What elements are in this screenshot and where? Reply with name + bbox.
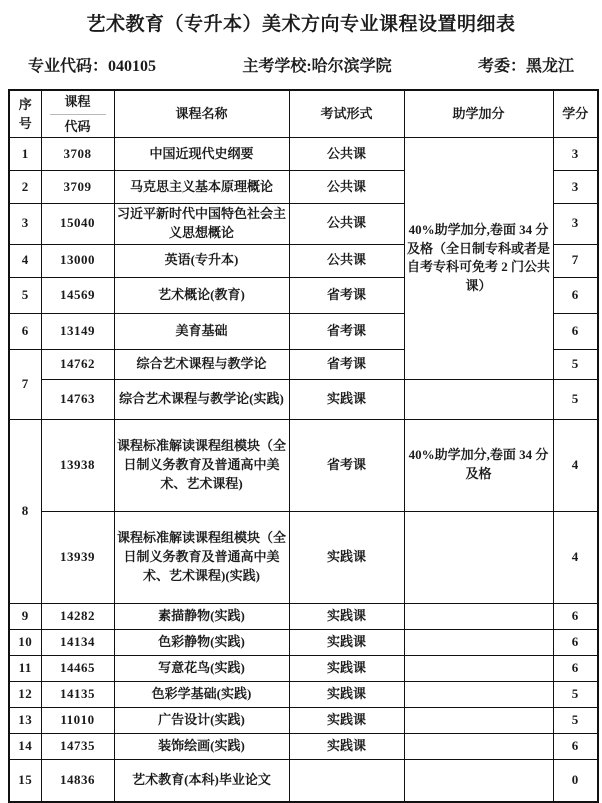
cell-credit: 0 xyxy=(553,759,598,802)
header-code-line2: 代码 xyxy=(50,114,106,137)
cell-bonus-empty xyxy=(404,379,553,419)
cell-seq: 4 xyxy=(9,244,41,277)
cell-code: 14134 xyxy=(41,629,114,655)
cell-seq: 7 xyxy=(9,349,41,419)
cell-code: 14763 xyxy=(41,379,114,419)
cell-name: 美育基础 xyxy=(114,313,289,349)
header-seq-line1: 序 xyxy=(18,96,32,112)
cell-credit: 3 xyxy=(553,171,598,204)
table-row xyxy=(9,759,598,802)
cell-seq: 14 xyxy=(9,733,41,759)
cell-code: 13000 xyxy=(41,244,114,277)
cell-code: 15040 xyxy=(41,204,114,245)
cell-name: 马克思主义基本原理概论 xyxy=(114,171,289,204)
cell-seq: 13 xyxy=(9,707,41,733)
header-exam: 考试形式 xyxy=(289,90,404,138)
table-row xyxy=(9,138,598,171)
cell-exam: 省考课 xyxy=(289,349,404,379)
cell-bonus-empty xyxy=(404,681,553,707)
header-credit: 学分 xyxy=(553,90,598,138)
cell-credit: 7 xyxy=(553,244,598,277)
cell-seq: 8 xyxy=(9,419,41,603)
cell-credit: 3 xyxy=(553,138,598,171)
cell-code: 14569 xyxy=(41,277,114,313)
table-row xyxy=(9,707,598,733)
cell-bonus-empty xyxy=(404,629,553,655)
cell-exam: 实践课 xyxy=(289,511,404,603)
cell-code: 13938 xyxy=(41,419,114,511)
cell-credit: 3 xyxy=(553,204,598,245)
cell-code: 3708 xyxy=(41,138,114,171)
cell-exam: 实践课 xyxy=(289,733,404,759)
header-row xyxy=(9,90,598,138)
cell-exam: 实践课 xyxy=(289,707,404,733)
cell-seq: 9 xyxy=(9,603,41,629)
cell-credit: 6 xyxy=(553,655,598,681)
cell-exam: 实践课 xyxy=(289,681,404,707)
exam-committee: 考委：黑龙江 xyxy=(477,58,574,75)
cell-bonus-empty xyxy=(404,511,553,603)
cell-credit: 6 xyxy=(553,603,598,629)
cell-seq: 2 xyxy=(9,171,41,204)
cell-credit: 4 xyxy=(553,419,598,511)
host-school: 主考学校:哈尔滨学院 xyxy=(242,58,392,75)
table-row xyxy=(9,419,598,511)
cell-code: 14836 xyxy=(41,759,114,802)
cell-name: 习近平新时代中国特色社会主义思想概论 xyxy=(114,204,289,245)
header-code xyxy=(41,90,114,138)
table-row xyxy=(9,733,598,759)
cell-name: 综合艺术课程与教学论(实践) xyxy=(114,379,289,419)
table-row xyxy=(9,629,598,655)
cell-exam: 公共课 xyxy=(289,138,404,171)
course-table xyxy=(8,89,599,803)
cell-name: 艺术教育(本科)毕业论文 xyxy=(114,759,289,802)
cell-exam: 实践课 xyxy=(289,603,404,629)
cell-credit: 6 xyxy=(553,313,598,349)
cell-code: 14282 xyxy=(41,603,114,629)
cell-seq: 12 xyxy=(9,681,41,707)
header-seq xyxy=(9,90,41,138)
cell-name: 课程标准解读课程组模块（全日制义务教育及普通高中美术、艺术课程)(实践) xyxy=(114,511,289,603)
page-title: 艺术教育（专升本）美术方向专业课程设置明细表 xyxy=(86,14,516,35)
cell-exam: 实践课 xyxy=(289,379,404,419)
cell-code: 14135 xyxy=(41,681,114,707)
cell-name: 色彩学基础(实践) xyxy=(114,681,289,707)
cell-seq: 6 xyxy=(9,313,41,349)
cell-name: 装饰绘画(实践) xyxy=(114,733,289,759)
cell-name: 综合艺术课程与教学论 xyxy=(114,349,289,379)
cell-name: 色彩静物(实践) xyxy=(114,629,289,655)
cell-exam: 公共课 xyxy=(289,204,404,245)
cell-code: 14762 xyxy=(41,349,114,379)
cell-bonus-empty xyxy=(404,655,553,681)
cell-name: 课程标准解读课程组模块（全日制义务教育及普通高中美术、艺术课程) xyxy=(114,419,289,511)
cell-credit: 5 xyxy=(553,707,598,733)
cell-name: 艺术概论(教育) xyxy=(114,277,289,313)
cell-credit: 5 xyxy=(553,349,598,379)
cell-bonus-empty xyxy=(404,759,553,802)
cell-code: 14735 xyxy=(41,733,114,759)
cell-exam: 实践课 xyxy=(289,655,404,681)
cell-seq: 1 xyxy=(9,138,41,171)
major-code: 专业代码：040105 xyxy=(28,58,157,75)
cell-seq: 11 xyxy=(9,655,41,681)
cell-credit: 5 xyxy=(553,379,598,419)
cell-code: 3709 xyxy=(41,171,114,204)
bonus-note-cell: 40%助学加分,卷面 34 分及格（全日制专科或者是自考专科可免考 2 门公共课） xyxy=(404,138,553,380)
cell-name: 素描静物(实践) xyxy=(114,603,289,629)
cell-bonus-empty xyxy=(404,707,553,733)
cell-bonus-empty xyxy=(404,733,553,759)
cell-name: 写意花鸟(实践) xyxy=(114,655,289,681)
cell-code: 11010 xyxy=(41,707,114,733)
cell-credit: 5 xyxy=(553,681,598,707)
cell-name: 广告设计(实践) xyxy=(114,707,289,733)
table-row xyxy=(9,511,598,603)
cell-exam: 公共课 xyxy=(289,244,404,277)
cell-name: 中国近现代史纲要 xyxy=(114,138,289,171)
table-row xyxy=(9,655,598,681)
cell-seq: 10 xyxy=(9,629,41,655)
cell-exam: 省考课 xyxy=(289,313,404,349)
table-row xyxy=(9,603,598,629)
header-seq-line2: 号 xyxy=(18,116,32,131)
bonus-note-cell: 40%助学加分,卷面 34 分及格 xyxy=(404,419,553,511)
cell-exam: 省考课 xyxy=(289,419,404,511)
cell-exam xyxy=(289,759,404,802)
meta-line xyxy=(0,53,602,76)
cell-credit: 4 xyxy=(553,511,598,603)
cell-name: 英语(专升本) xyxy=(114,244,289,277)
cell-exam: 实践课 xyxy=(289,629,404,655)
cell-code: 13149 xyxy=(41,313,114,349)
header-name: 课程名称 xyxy=(114,90,289,138)
header-bonus: 助学加分 xyxy=(404,90,553,138)
cell-seq: 5 xyxy=(9,277,41,313)
table-row xyxy=(9,681,598,707)
cell-exam: 省考课 xyxy=(289,277,404,313)
cell-code: 13939 xyxy=(41,511,114,603)
cell-code: 14465 xyxy=(41,655,114,681)
cell-seq: 3 xyxy=(9,204,41,245)
cell-credit: 6 xyxy=(553,629,598,655)
cell-credit: 6 xyxy=(553,733,598,759)
cell-seq: 15 xyxy=(9,759,41,802)
table-row xyxy=(9,379,598,419)
cell-credit: 6 xyxy=(553,277,598,313)
header-code-line1: 课程 xyxy=(64,94,91,109)
cell-exam: 公共课 xyxy=(289,171,404,204)
cell-bonus-empty xyxy=(404,603,553,629)
